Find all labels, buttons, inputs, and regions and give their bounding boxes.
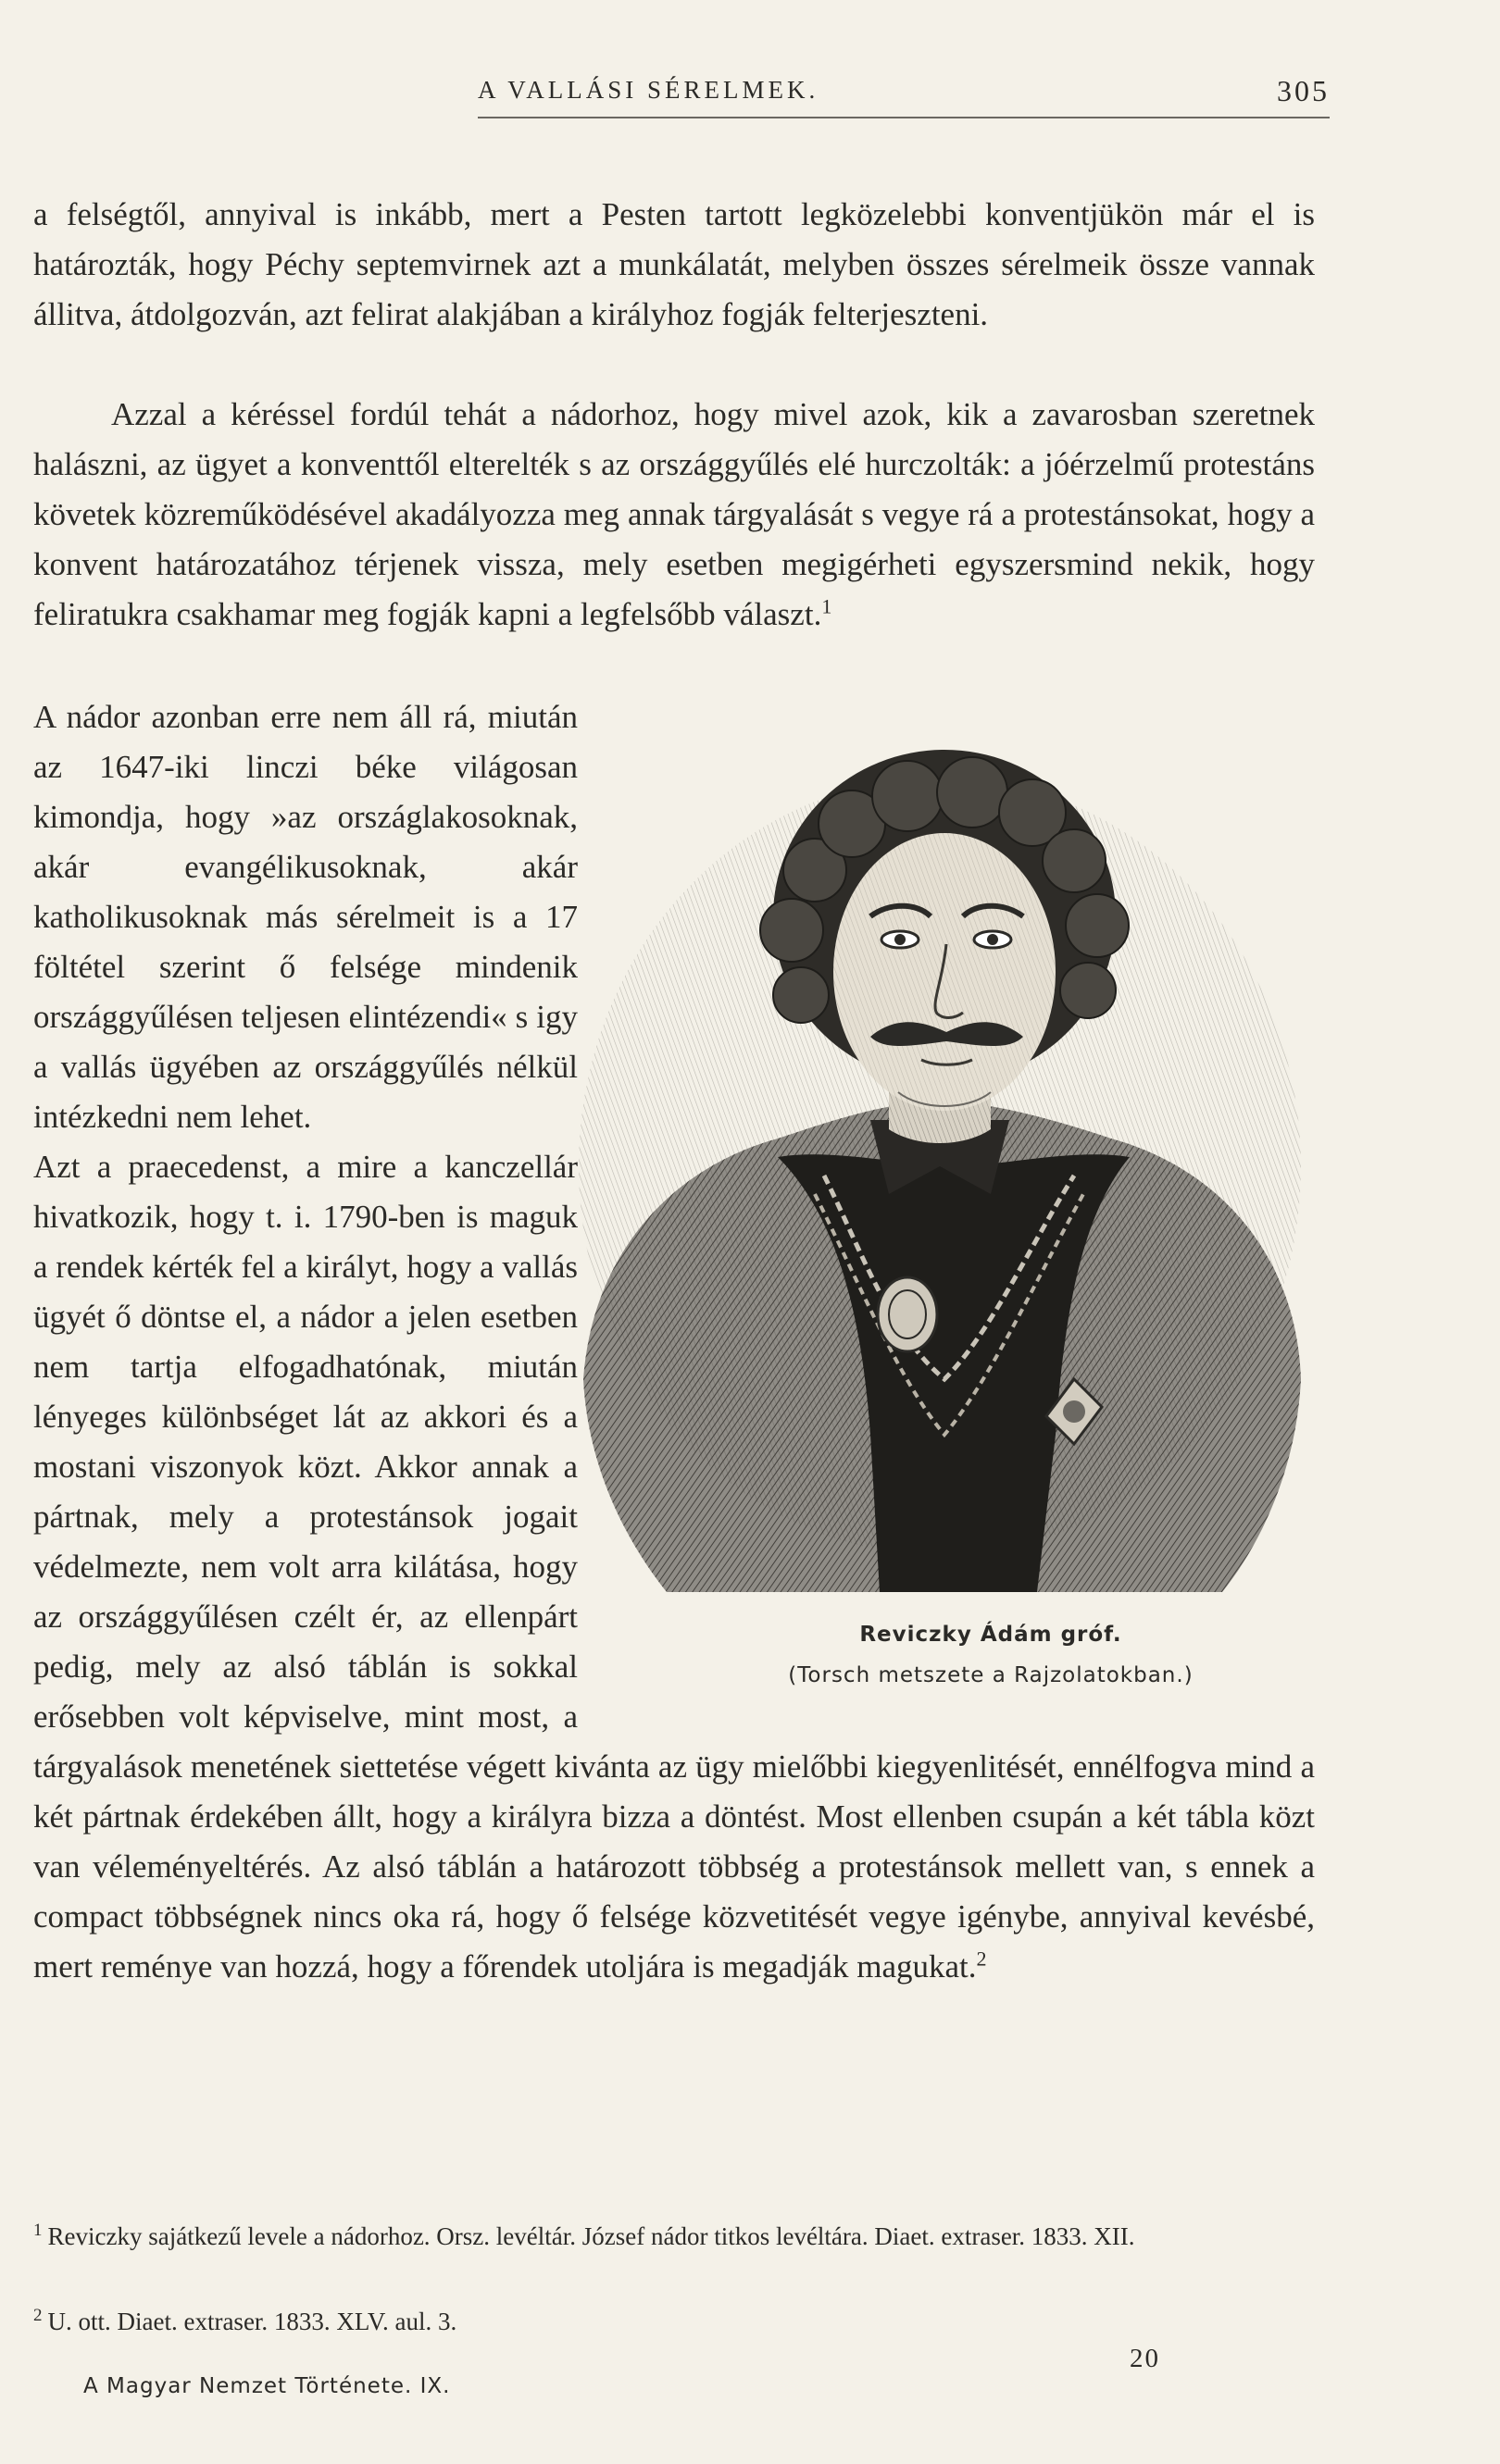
paragraph-2 [33,390,1315,640]
portrait-illustration [556,731,1324,1620]
footnote-2 [33,2296,1315,2342]
portrait-engraving [556,731,1324,1620]
footnote-1-number: 1 [33,2221,43,2240]
signature-mark: 20 [1130,2344,1160,2373]
footnote-1-text: Reviczky sajátkezű levele a nádorhoz. Orsz. levéltár. József nádor titkos levéltára. Diaet. extraser. 1833. XII. [47,2222,1135,2250]
chapter-title: A VALLÁSI SÉRELMEK. [478,76,819,104]
book-title-footer: A Magyar Nemzet Története. IX. [83,2374,451,2398]
paragraph-2-text: Azzal a kéréssel fordúl tehát a nádorhoz, hogy mivel azok, kik a zavarosban szeretnek halászni, az ügyet a konventtől elterelték s az országgyűlés elé hurczolták: a jóérzelmű protestáns követek közreműködésével akadályozza meg annak tárgyalását s vegye rá a protestánsokat, hogy a konvent határozatához térjenek vissza, mely esetben megigérheti egyszersmind nekik, hogy feliratukra csakhamar meg fogják kapni a legfelsőbb választ. [33,396,1315,632]
footnote-1 [33,2210,1315,2257]
running-header [33,74,1330,120]
footnote-2-number: 2 [33,2306,43,2325]
paragraph-3-text: A nádor azonban erre nem áll rá, miután az 1647-iki linczi béke világosan kimondja, hogy »az országlakosoknak, akár evangélikusoknak, akár katholikusoknak más sérelmeit is a 17 föltétel szerint ő felsége mindenik országgyűlésen teljesen elintézendi« s igy a vallás ügyében az országgyűlés nélkül intézkedni nem lehet. [33,699,578,1135]
footnote-2-text: U. ott. Diaet. extraser. 1833. XLV. aul. 3. [47,2308,457,2335]
page-number: 305 [1277,74,1330,107]
figure-caption-source: (Torsch metszete a Rajzolatokban.) [788,1663,1194,1687]
paragraph-1: a felségtől, annyival is inkább, mert a Pesten tartott legközelebbi konventjükön már el is határozták, hogy Péchy septemvirnek azt a munkálatát, melyben összes sérelmeik össze vannak állitva, átdolgozván, azt felirat alakjában a királyhoz fogják felterjeszteni. [33,196,1315,332]
paragraph-4-text: Azt a praecedenst, a mire a kanczellár hivatkozik, hogy t. i. 1790-ben is maguk a rendek kérték fel a királyt, hogy a vallás ügyét ő döntse el, a nádor a jelen esetben nem tartja elfogadhatónak, miután lényeges különbséget lát az akkori és a mostani viszonyok közt. Akkor annak a pártnak, mely a protestánsok jogait védelmezte, nem volt arra kilátása, hogy az országgyűlésen czélt ér, az ellenpárt pedig, mely az alsó táblán is sokkal erősebben volt képviselve, mint most, a tárgyalások menetének siettetése végett kivánta az ügy mielőbbi kiegyenlitését, ennélfogva mind a két pártnak érdekében állt, hogy a királyra bizza a döntést. Most ellenben csupán a két tábla közt van véleményeltérés. Az alsó táblán a határozott többség a protestánsok mellett van, s ennek a compact többségnek nincs oka rá, hogy ő felsége közvetitését vegye igénybe, annyival kevésbé, mert reménye van hozzá, hogy a főrendek utoljára is megadják magukat. [33,1149,1315,1985]
footnote-ref-1: 1 [821,594,832,618]
figure-caption-title: Reviczky Ádám gróf. [859,1623,1122,1647]
footnote-ref-2: 2 [976,1947,987,1971]
header-rule [478,117,1330,118]
